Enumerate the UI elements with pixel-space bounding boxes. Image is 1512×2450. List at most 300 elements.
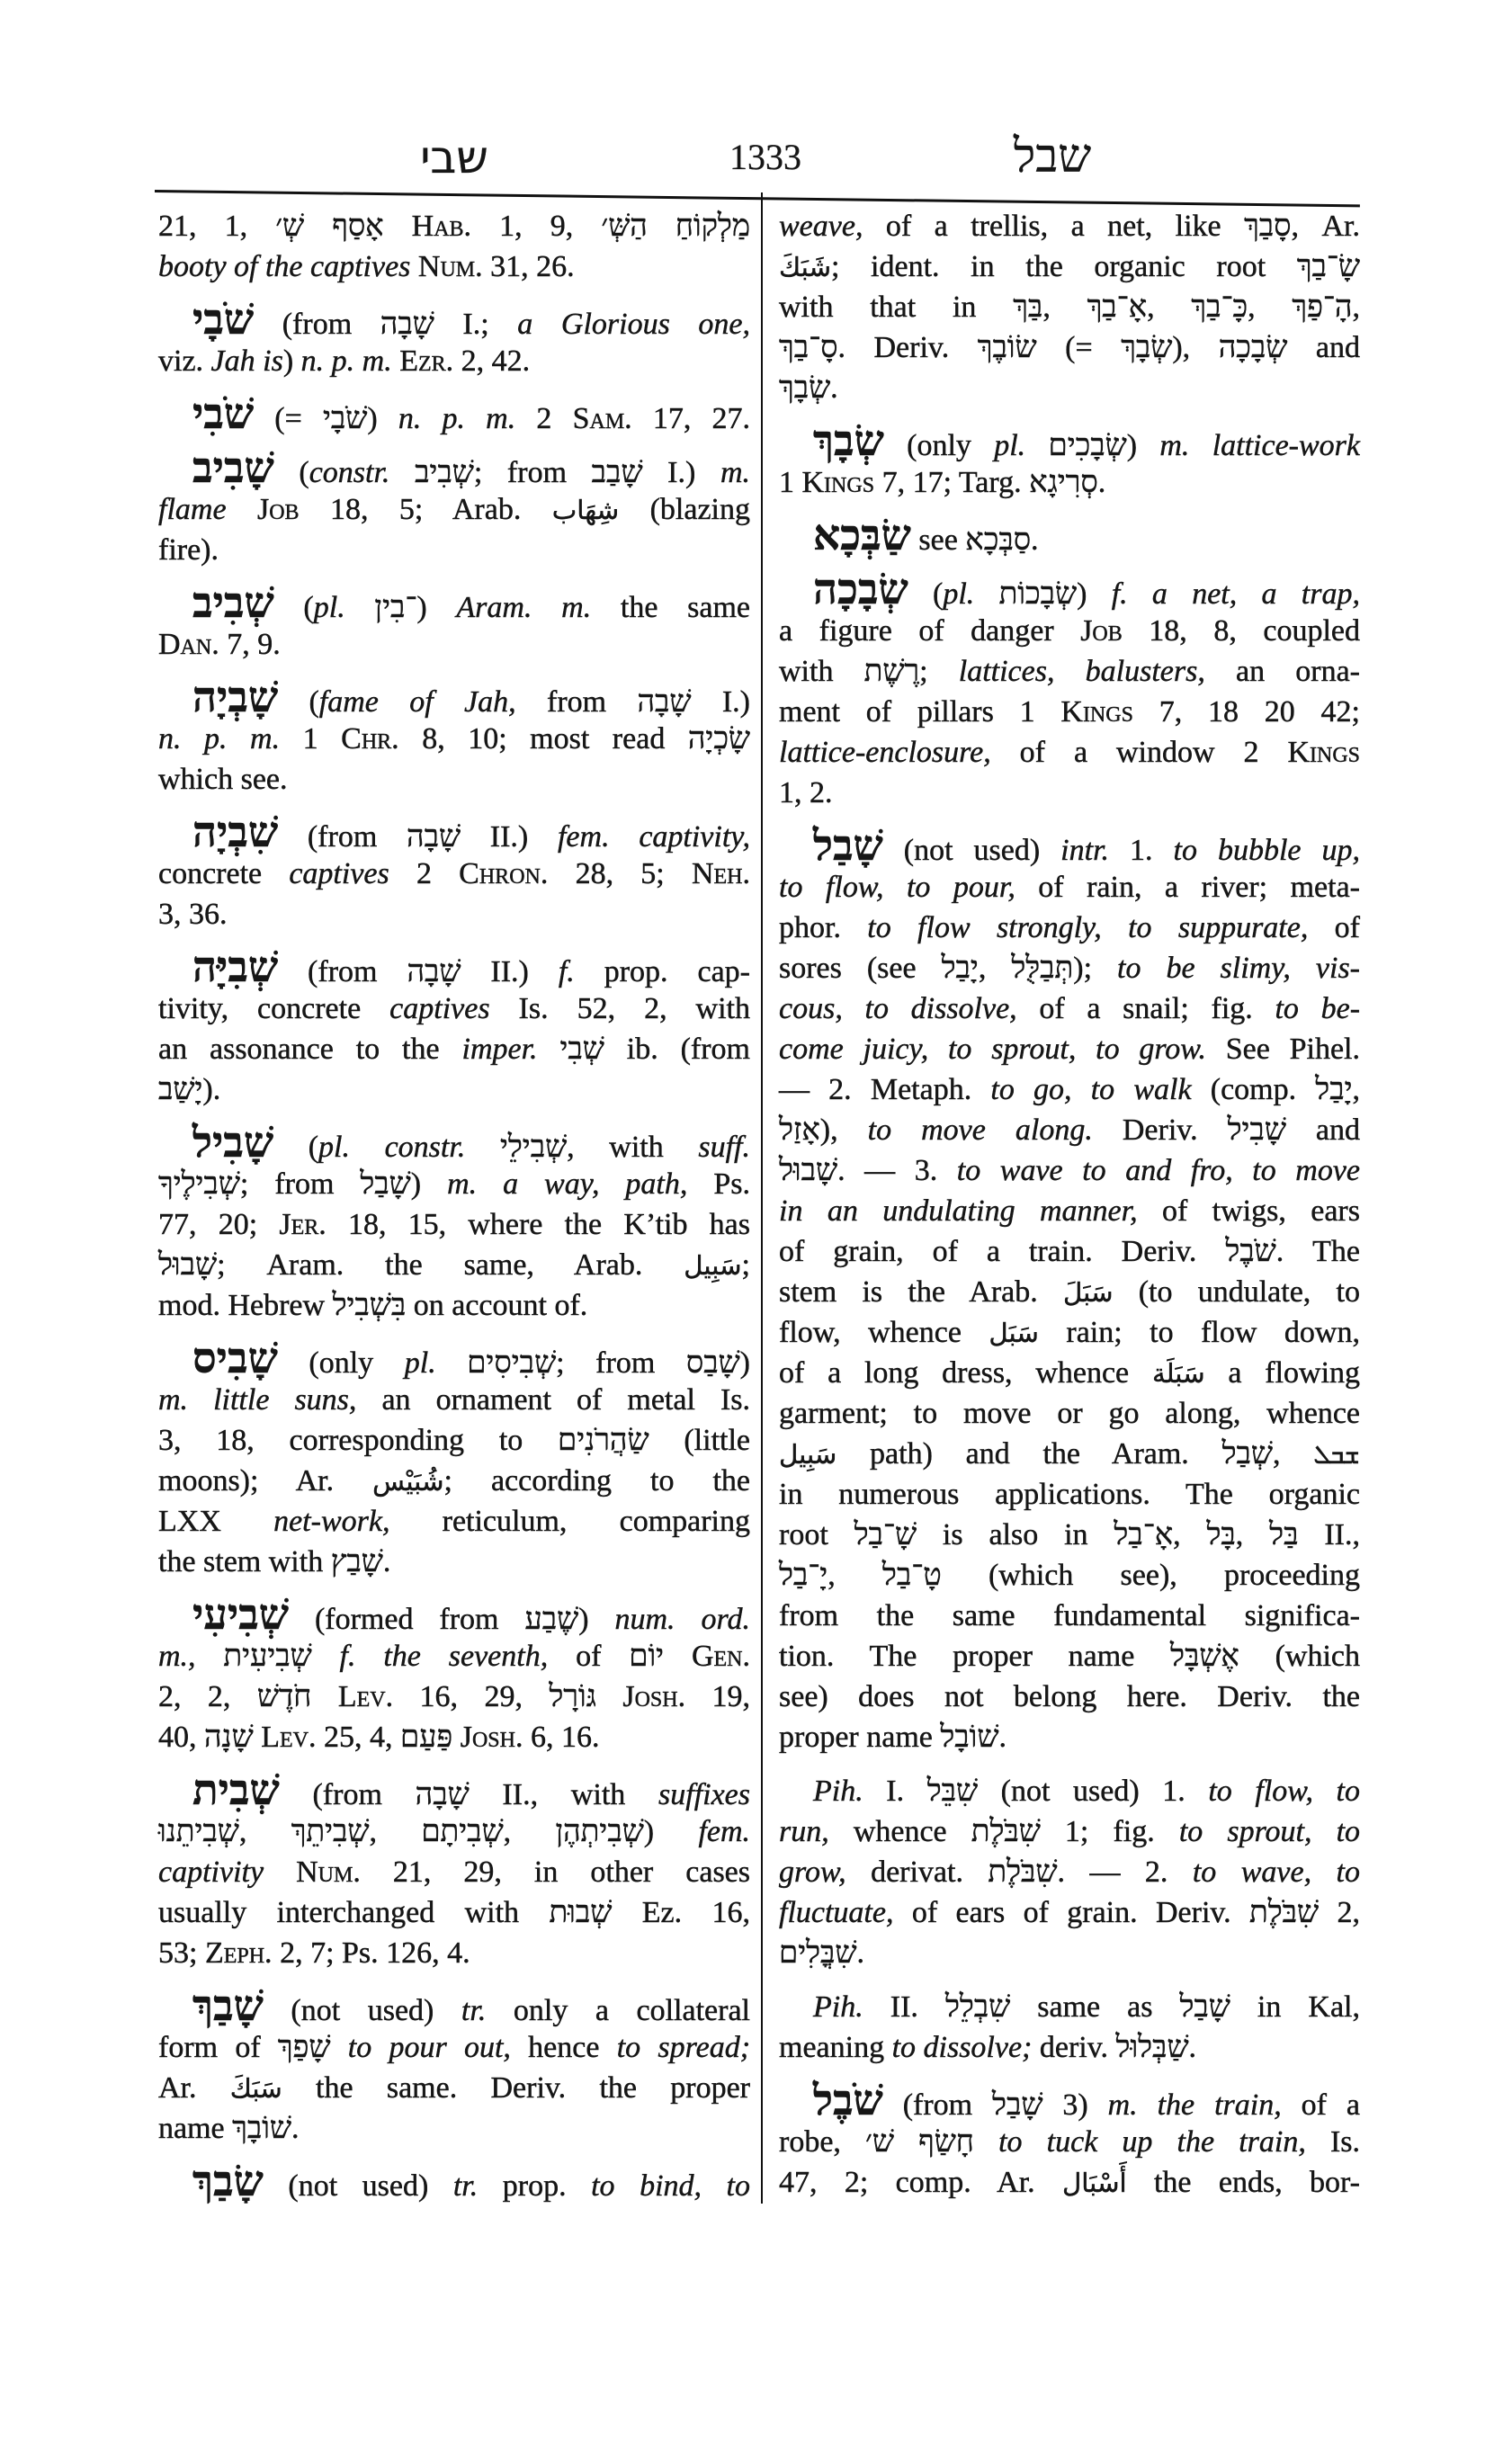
hebrew-word: שָׁבִיל <box>1227 1113 1286 1147</box>
headword: שָׁבַל <box>813 823 883 870</box>
hebrew-word: אָסַף שְׁ׳ <box>275 210 384 243</box>
text-run <box>974 577 998 611</box>
hebrew-word: שְׂבָךְ <box>779 371 831 405</box>
hebrew-word: יוֹם <box>629 1640 665 1673</box>
text-run <box>196 1640 224 1673</box>
italic-text: f. <box>558 955 575 988</box>
book-reference: Lev. <box>261 1721 317 1754</box>
entry-line <box>158 1983 750 2030</box>
text-run: Ez. 16, <box>612 1896 750 1929</box>
entry-line <box>779 1150 1360 1191</box>
text-run: on account of. <box>406 1289 588 1322</box>
italic-text: imper. <box>461 1033 538 1066</box>
text-run: whence <box>828 1815 971 1848</box>
headword: שְׂבָךְ <box>813 418 884 465</box>
hebrew-word: סָבַךְ <box>1244 210 1292 243</box>
text-run: 2, 2, <box>158 1680 257 1713</box>
text-run: (not used) <box>263 2169 453 2203</box>
hebrew-word: חֹדֶשׁ <box>256 1680 312 1713</box>
italic-text: lattices, balusters, <box>958 655 1205 688</box>
arabic-word: شَبَكَ <box>779 252 831 282</box>
text-run: 1; fig. <box>1040 1815 1179 1848</box>
hebrew-word: שָׁנָה <box>204 1721 254 1754</box>
entry-line <box>779 1596 1360 1636</box>
entry-line <box>158 1420 750 1461</box>
book-reference: Dan. <box>158 628 219 661</box>
text-run: reticulum, comparing <box>389 1505 750 1538</box>
italic-text: flame <box>158 493 227 526</box>
hebrew-word: שִׁבֵּל <box>926 1775 979 1808</box>
hebrew-word: יָבַל <box>941 952 979 985</box>
arabic-word: سَبِيل <box>779 1439 837 1470</box>
text-run: , <box>1352 1073 1361 1106</box>
text-run: 1 <box>280 722 342 756</box>
syriac-word: ܫܒܠ <box>1313 1439 1360 1470</box>
dictionary-entry <box>779 418 1361 503</box>
entry-line <box>779 867 1360 908</box>
dictionary-entry <box>158 1336 750 1582</box>
book-reference: Lev. <box>337 1680 394 1713</box>
book-reference: Kings <box>801 466 875 499</box>
entry-line <box>158 206 750 246</box>
text-run: (which <box>1239 1640 1360 1673</box>
text-run: 1. <box>1109 834 1174 867</box>
text-run: 25, 4, <box>316 1721 400 1754</box>
italic-text: to wave to and fro, to move <box>956 1154 1361 1187</box>
text-run: 7, 17; Targ. <box>874 466 1030 499</box>
right-column <box>779 206 1360 2203</box>
text-run: of a <box>1281 2088 1360 2122</box>
entry-line <box>779 1852 1360 1892</box>
text-run: (formed from <box>288 1603 525 1636</box>
hebrew-word: סְרִיגָא <box>1029 466 1098 499</box>
text-run: path) and the Aram. <box>837 1437 1222 1471</box>
text-run: ; from <box>239 1167 361 1201</box>
text-run <box>392 344 400 378</box>
text-run: 53; <box>158 1936 205 1970</box>
text-run: (only <box>883 429 995 462</box>
text-run: 31, 26. <box>482 250 575 283</box>
entry-line <box>779 1231 1360 1272</box>
text-run: the ends, bor- <box>1126 2166 1361 2199</box>
text-run: ). <box>202 1073 221 1106</box>
hebrew-word: שֹׁבֶל <box>1225 1235 1276 1268</box>
text-run: ) <box>282 344 301 378</box>
text-run: , <box>828 1559 882 1592</box>
text-run: in numerous applications. The organic <box>779 1478 1360 1511</box>
text-run: ; Aram. the same, Arab. <box>217 1248 684 1282</box>
dictionary-entry <box>779 1771 1360 1973</box>
italic-text: pl. <box>943 577 975 611</box>
italic-text: Aram. m. <box>456 591 592 624</box>
italic-text: pl. <box>313 591 345 624</box>
entry-line <box>779 1029 1360 1069</box>
hebrew-word: שְׁבִיתֵנוּ <box>158 1815 239 1848</box>
entry-line <box>779 1191 1360 1231</box>
text-run: I.; <box>434 308 518 341</box>
headword: שָׁבִיס <box>192 1336 278 1382</box>
text-run <box>974 2125 998 2159</box>
italic-text: Pih. <box>813 1990 863 2024</box>
header-rule <box>155 190 1360 207</box>
text-run: , <box>1272 1437 1314 1471</box>
entry-line <box>158 2068 750 2108</box>
text-run: , <box>978 952 1012 985</box>
hebrew-word: שַׁבְּלוּל <box>1115 2031 1189 2064</box>
hebrew-word: שְׂבָךְ <box>1121 331 1173 364</box>
headword: שָׁבְיָה <box>192 675 279 721</box>
headword: שְׂבָכָה <box>813 567 908 613</box>
text-run: the same. Deriv. the proper <box>282 2071 751 2105</box>
text-run: of <box>1308 911 1361 944</box>
dictionary-entry <box>779 567 1360 813</box>
italic-text: Pih. <box>813 1775 863 1808</box>
text-run: , <box>1042 291 1087 324</box>
text-run: of ears of grain. Deriv. <box>893 1896 1250 1929</box>
dictionary-entry <box>158 1592 751 1757</box>
italic-text: n. p. m. <box>300 344 392 378</box>
hebrew-word: שָׁבַץ <box>330 1545 383 1578</box>
entry-line <box>158 1120 750 1167</box>
text-run: (not used) <box>882 834 1061 867</box>
hebrew-word: שָׁבָה <box>407 955 461 988</box>
book-reference: Job <box>256 493 300 526</box>
text-run: meaning <box>779 2031 892 2064</box>
text-run: derivat. <box>845 1855 989 1889</box>
entry-line <box>158 1592 750 1639</box>
text-run: (= <box>1036 331 1122 364</box>
italic-text: to sprout, to <box>1178 1815 1361 1848</box>
hebrew-word: שָׁבַל <box>992 2088 1043 2122</box>
italic-text: to spread; <box>616 2031 751 2064</box>
text-run: Deriv. <box>1092 1113 1228 1147</box>
dictionary-entry <box>158 580 751 665</box>
text-run: a figure of danger <box>779 614 1081 648</box>
entry-line <box>779 1110 1360 1150</box>
hebrew-word: שִׁבֹּלֶת <box>988 1855 1058 1889</box>
entry-line <box>158 2108 750 2149</box>
hebrew-word: שְׁבוּת <box>549 1896 613 1929</box>
italic-text: to pour out, <box>347 2031 511 2064</box>
hebrew-word: יָשַׁב <box>158 1073 203 1106</box>
italic-text: captives <box>389 992 490 1025</box>
hebrew-word: שְׂבָכִים <box>1048 429 1127 462</box>
text-run: 3, 36. <box>158 898 228 931</box>
text-run <box>254 1721 262 1754</box>
text-run: 16, 29, <box>393 1680 550 1713</box>
entry-line <box>779 1771 1360 1811</box>
entry-line <box>779 611 1360 651</box>
hebrew-word: סַבְּכָא <box>965 523 1032 557</box>
left-column <box>158 206 750 2203</box>
italic-text: to bind, to <box>591 2169 750 2203</box>
text-run: ) <box>739 1346 750 1380</box>
entry-line <box>158 297 750 344</box>
text-run: tion. The proper name <box>779 1640 1171 1673</box>
text-run: , with <box>567 1131 699 1164</box>
entry-line <box>158 854 750 894</box>
column-divider <box>761 192 763 2204</box>
hebrew-word: שָׁבַס <box>685 1346 740 1380</box>
italic-text: intr. <box>1060 834 1110 867</box>
text-run: and <box>1285 1113 1361 1147</box>
entry-line <box>158 624 750 665</box>
hebrew-word: טָ־בַל <box>881 1559 942 1592</box>
italic-text: booty of the captives <box>158 250 411 283</box>
entry-line <box>779 1353 1360 1393</box>
text-run: LXX <box>158 1505 274 1538</box>
italic-text: to tuck up the train, <box>998 2125 1306 2159</box>
dictionary-entry <box>158 297 750 381</box>
hebrew-word: מַלְקוֹחַ הַשְּׁ׳ <box>601 210 750 243</box>
hebrew-word: שַׂהֲרֹנִים <box>558 1424 649 1457</box>
hebrew-word: שְׁבִיסִים <box>467 1346 557 1380</box>
text-run: the same <box>591 591 751 624</box>
text-run: 8, 10; most read <box>398 722 688 756</box>
book-reference: Sam. <box>572 402 632 435</box>
entry-line <box>158 1852 750 1892</box>
headword: שָׁבִיל <box>192 1120 274 1167</box>
hebrew-word: אָ־בַל <box>1114 1518 1174 1551</box>
text-run: 28, 5; <box>548 857 692 890</box>
text-run: form of <box>158 2031 278 2064</box>
text-run: — 2. Metaph. <box>779 1073 991 1106</box>
entry-line <box>158 1380 750 1420</box>
text-run: usually interchanged with <box>158 1896 550 1929</box>
entry-line <box>779 2122 1360 2162</box>
entry-line <box>779 462 1360 503</box>
text-run: same as <box>1010 1990 1180 2024</box>
italic-text: f. the seventh, <box>339 1640 549 1673</box>
text-run: root <box>779 1518 854 1551</box>
dictionary-entry <box>158 944 751 1110</box>
book-reference: Josh. <box>622 1680 686 1713</box>
hebrew-word: חָשַׂף שׁ׳ <box>865 2125 974 2159</box>
hebrew-word: שָׁבָה <box>637 685 692 719</box>
text-run <box>312 1640 340 1673</box>
right-guide-word: שבל <box>1013 131 1092 183</box>
italic-text: captivity <box>158 1855 264 1889</box>
italic-text: tr. <box>461 1994 487 2027</box>
headword: שֹׁבֶל <box>813 2078 883 2124</box>
text-run: , <box>1248 291 1293 324</box>
entry-line <box>158 1767 750 1814</box>
text-run: is also in <box>917 1518 1114 1551</box>
text-run: 18, 15, where the K’tib has <box>326 1208 750 1241</box>
text-run: ; <box>919 655 959 688</box>
text-run <box>1025 429 1048 462</box>
book-reference: Jer. <box>279 1208 327 1241</box>
text-run: ib. (from <box>604 1033 751 1066</box>
text-run: (little <box>649 1424 750 1457</box>
hebrew-word: כָּ־בַךְ <box>1191 291 1248 324</box>
entry-line <box>158 759 750 800</box>
italic-text: pl. constr. <box>318 1131 466 1164</box>
hebrew-word: שָׁפַךְ <box>277 2031 331 2064</box>
italic-text: m. lattice-work <box>1159 429 1361 462</box>
entry-line <box>158 1461 750 1501</box>
italic-text: m. <box>720 456 750 489</box>
dictionary-entry <box>158 809 750 934</box>
arabic-word: سَبِيل <box>684 1250 742 1281</box>
text-run: 1, 2. <box>779 776 833 809</box>
text-run <box>436 1346 468 1380</box>
hebrew-word: שְׂבָכוֹת <box>998 577 1078 611</box>
entry-line <box>779 513 1360 559</box>
text-run: name <box>158 2112 233 2145</box>
entry-line <box>779 1987 1360 2027</box>
text-run: . Deriv. <box>837 331 978 364</box>
entry-line <box>158 580 751 627</box>
text-run: ; according to the <box>443 1464 750 1498</box>
text-run: , <box>1352 291 1360 324</box>
entry-line <box>158 1811 750 1852</box>
text-run: moons); Ar. <box>158 1464 373 1498</box>
dictionary-entry <box>779 2078 1361 2203</box>
italic-text: fem. <box>698 1815 751 1848</box>
text-run: ; ident. in the organic root <box>830 250 1297 283</box>
entry-line <box>158 530 750 570</box>
book-reference: Chron. <box>459 857 549 890</box>
arabic-word: سَبَل <box>989 1318 1039 1348</box>
italic-text: pl. <box>994 429 1026 462</box>
text-run: 2, <box>1319 1896 1360 1929</box>
text-run: , Ar. <box>1291 210 1360 243</box>
dictionary-entry <box>779 823 1361 1757</box>
text-run: from <box>515 685 638 719</box>
entry-line <box>158 675 750 721</box>
text-run <box>227 493 257 526</box>
book-reference: Kings <box>1287 736 1360 769</box>
text-run: I.) <box>642 456 720 489</box>
entry-line <box>779 1515 1360 1555</box>
entry-line <box>779 1933 1360 1973</box>
headword: שְׁבִיעִי <box>192 1592 289 1639</box>
entry-line <box>158 341 750 381</box>
entry-line <box>158 1892 750 1933</box>
hebrew-word: פַּעַם <box>399 1721 453 1754</box>
hebrew-word: יָבַל <box>1315 1073 1353 1106</box>
hebrew-word: שְׁבִיתָם <box>421 1815 504 1848</box>
headword: שִׁבְיָה <box>192 809 279 856</box>
entry-line <box>158 988 750 1029</box>
text-run: 7, 18 20 42; <box>1132 695 1360 729</box>
entry-line <box>158 1204 750 1245</box>
text-run <box>345 591 375 624</box>
text-run: (blazing <box>619 493 750 526</box>
hebrew-word: שָׂ־בַךְ <box>1296 250 1360 283</box>
hebrew-word: שְׁבִיתְהֶן <box>555 1815 644 1848</box>
text-run: ) <box>578 1603 615 1636</box>
text-run <box>331 2031 348 2064</box>
hebrew-word: אָ־בַךְ <box>1087 291 1148 324</box>
text-run: , <box>1173 1518 1207 1551</box>
hebrew-word: שָׂכְיָה <box>687 722 751 756</box>
dictionary-entry <box>158 1767 751 1973</box>
text-run: of a trellis, a net, like <box>863 210 1245 243</box>
text-run: II.) <box>461 820 558 854</box>
hebrew-word: גּוֹרָל <box>549 1680 596 1713</box>
text-run: see) does not belong here. Deriv. the <box>779 1680 1360 1713</box>
italic-text: pl. <box>404 1346 436 1380</box>
italic-text: cous, to dissolve, <box>779 992 1017 1025</box>
italic-text: m. little suns, <box>158 1383 357 1417</box>
hebrew-word: שָׁבָה <box>380 308 434 341</box>
dictionary-entry <box>158 1120 750 1326</box>
hebrew-word: אָזַל <box>779 1113 820 1147</box>
text-run: concrete <box>158 857 290 890</box>
text-run: from the same fundamental significa- <box>779 1599 1360 1632</box>
entry-line <box>158 1285 750 1326</box>
dictionary-entry <box>158 445 750 570</box>
hebrew-word: שְׂבָכָה <box>1218 331 1288 364</box>
text-run: of grain, of a train. Deriv. <box>779 1235 1226 1268</box>
text-run: . <box>830 371 838 405</box>
text-run: flow, whence <box>779 1316 989 1349</box>
text-run: 17, 27. <box>631 402 751 435</box>
italic-text: in an undulating manner, <box>779 1194 1138 1228</box>
book-reference: Num. <box>417 250 483 283</box>
text-run: II., with <box>469 1778 659 1811</box>
italic-text: constr. <box>309 456 390 489</box>
entry-line <box>158 1245 750 1285</box>
text-run: 2, 7; Ps. 126, 4. <box>272 1936 470 1970</box>
hebrew-word: שָׁבוּל <box>779 1154 838 1187</box>
headword: שֹׁבִי <box>192 391 255 438</box>
entry-line <box>158 489 750 530</box>
hebrew-word: סָ־בַךְ <box>779 331 838 364</box>
entry-line <box>779 908 1360 948</box>
hebrew-word: בַּל <box>1269 1518 1299 1551</box>
entry-line <box>158 1542 750 1582</box>
text-run <box>465 1131 500 1164</box>
hebrew-word: שׁוֹבָל <box>940 1721 999 1754</box>
text-run: 1, 9, <box>471 210 602 243</box>
italic-text: fem. captivity, <box>557 820 750 854</box>
hebrew-word: שֶׁבַע <box>524 1603 579 1636</box>
italic-text: to move along. <box>867 1113 1093 1147</box>
text-run: of rain, a river; meta- <box>1015 871 1360 904</box>
book-reference: Ezr. <box>399 344 454 378</box>
text-run: 2 <box>389 857 460 890</box>
hebrew-word: תְּבַלֻּל <box>1011 952 1074 985</box>
arabic-word: سَبَلَة <box>1151 1358 1205 1389</box>
text-run: ); <box>1073 952 1118 985</box>
text-run: . <box>1188 2031 1197 2064</box>
text-run: a flowing <box>1204 1356 1361 1390</box>
text-run: II.) <box>461 955 559 988</box>
text-run: ; from <box>473 456 592 489</box>
italic-text: to go, to walk <box>990 1073 1192 1106</box>
italic-text: tr. <box>452 2169 479 2203</box>
text-run: (not used) <box>263 1994 461 2027</box>
italic-text: fluctuate, <box>779 1896 894 1929</box>
book-reference: Num. <box>296 1855 361 1889</box>
entry-line <box>779 1474 1360 1515</box>
hebrew-word: שִׁבְלֵל <box>944 1990 1011 2024</box>
hebrew-word: שְׁבִיעִית <box>223 1640 312 1673</box>
text-run: 40, <box>158 1721 204 1754</box>
book-reference: Chr. <box>341 722 399 756</box>
italic-text: m., <box>158 1640 196 1673</box>
entry-line <box>779 1069 1360 1110</box>
text-run: ) <box>416 591 457 624</box>
text-run <box>538 1033 560 1066</box>
entry-line <box>779 651 1360 692</box>
text-run: , <box>369 1815 422 1848</box>
text-run: , <box>503 1815 556 1848</box>
italic-text: n. p. m. <box>158 722 281 756</box>
